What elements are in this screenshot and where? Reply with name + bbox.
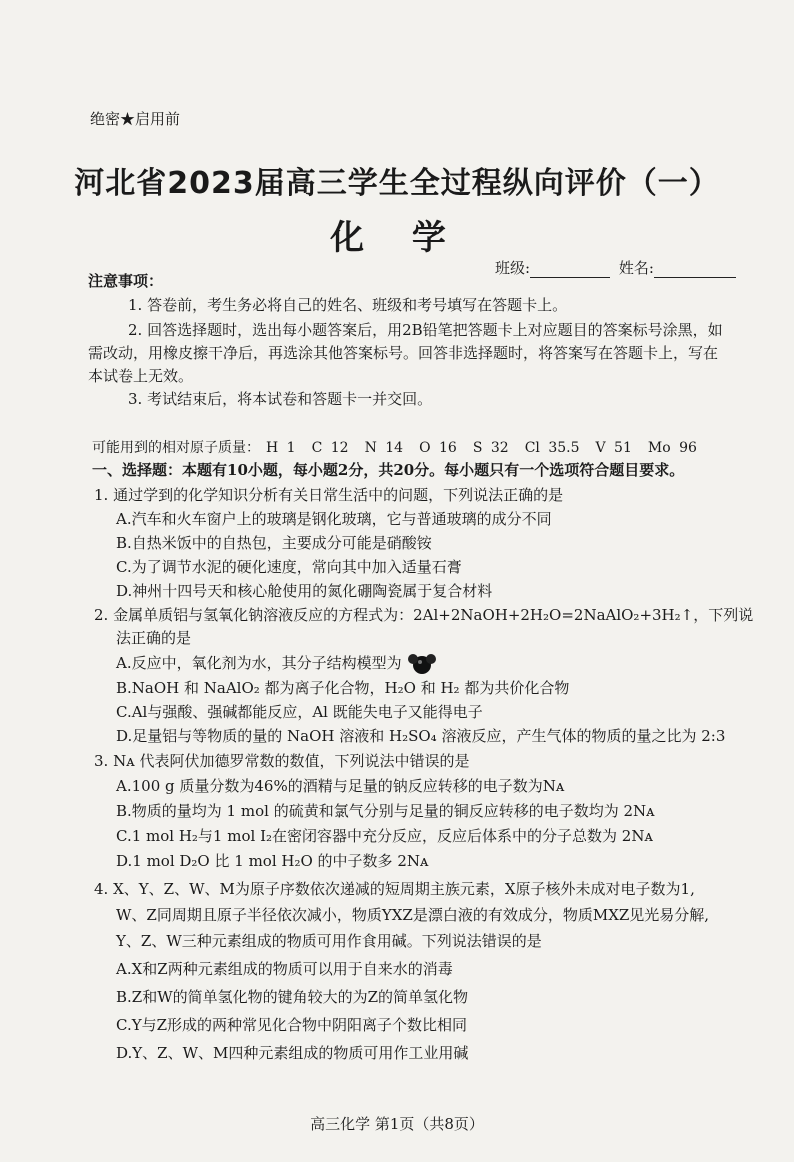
note-item-2: 2. 回答选择题时，选出每小题答案后，用2B铅笔把答题卡上对应题目的答案标号涂黑，如需改动，用橡皮擦干净后，再选涂其他答案标号。回答非选择题时，将答案写在答题卡上，写在本试卷上无效。 bbox=[88, 321, 723, 385]
confidential-label: 绝密★启用前 bbox=[90, 110, 181, 128]
q2-option-a bbox=[116, 652, 436, 676]
q2-equation: 2Al+2NaOH+2H₂O=2NaAlO₂+3H₂↑ bbox=[413, 606, 694, 624]
q1-option-a: A.汽车和火车窗户上的玻璃是钢化玻璃，它与普通玻璃的成分不同 bbox=[116, 510, 552, 528]
q4-option-d: D.Y、Z、W、M四种元素组成的物质可用作工业用碱 bbox=[116, 1044, 469, 1062]
q3-option-c: C.1 mol H₂与1 mol I₂在密闭容器中充分反应，反应后体系中的分子总数为 2Nᴀ bbox=[116, 827, 653, 845]
name-blank bbox=[654, 277, 736, 278]
q3-option-b: B.物质的量均为 1 mol 的硫黄和氯气分别与足量的铜反应转移的电子数均为 2Nᴀ bbox=[116, 802, 655, 820]
q2-stem-cont: 法正确的是 bbox=[116, 629, 192, 647]
q3-option-a: A.100 g 质量分数为46%的酒精与足量的钠反应转移的电子数为Nᴀ bbox=[116, 777, 565, 795]
mass-h: H 1 bbox=[266, 440, 296, 456]
name-label: 姓名: bbox=[618, 259, 654, 277]
mass-c: C 12 bbox=[311, 440, 349, 456]
q2-option-c: C.Al与强酸、强碱都能反应，Al 既能失电子又能得电子 bbox=[116, 703, 483, 721]
mass-o: O 16 bbox=[419, 440, 457, 456]
q1-stem: 1. 通过学到的化学知识分析有关日常生活中的问题，下列说法正确的是 bbox=[94, 486, 564, 504]
subject-title: 化 学 bbox=[330, 218, 464, 258]
q4-option-c: C.Y与Z形成的两种常见化合物中阴阳离子个数比相同 bbox=[116, 1016, 468, 1034]
mass-n: N 14 bbox=[364, 440, 404, 456]
section-heading: 一、选择题：本题有10小题，每小题2分，共20分。每小题只有一个选项符合题目要求。 bbox=[92, 461, 685, 479]
notes-heading: 注意事项： bbox=[88, 272, 164, 290]
mass-cl: Cl 35.5 bbox=[524, 440, 580, 456]
note-item-1: 1. 答卷前，考生务必将自己的姓名、班级和考号填写在答题卡上。 bbox=[128, 296, 568, 314]
atomic-mass-line bbox=[92, 437, 713, 457]
q1-option-d: D.神州十四号天和核心舱使用的氮化硼陶瓷属于复合材料 bbox=[116, 582, 493, 600]
exam-title: 河北省2023届高三学生全过程纵向评价（一） bbox=[74, 166, 720, 201]
water-molecule-model-icon bbox=[408, 652, 436, 676]
q4-stem-1: 4. X、Y、Z、W、M为原子序数依次递减的短周期主族元素，X原子核外未成对电子数为1, bbox=[94, 880, 695, 898]
class-label: 班级: bbox=[495, 259, 531, 277]
q3-option-d: D.1 mol D₂O 比 1 mol H₂O 的中子数多 2Nᴀ bbox=[116, 852, 429, 870]
q4-option-b: B.Z和W的简单氢化物的键角较大的为Z的简单氢化物 bbox=[116, 988, 469, 1006]
class-blank bbox=[530, 277, 610, 278]
q2-option-a-text: A.反应中，氧化剂为水，其分子结构模型为 bbox=[116, 654, 402, 672]
q1-option-b: B.自热米饭中的自热包，主要成分可能是硝酸铵 bbox=[116, 534, 432, 552]
q3-stem: 3. Nᴀ 代表阿伏加德罗常数的数值，下列说法中错误的是 bbox=[94, 752, 470, 770]
mass-mo: Mo 96 bbox=[647, 440, 697, 456]
q2-option-d: D.足量铝与等物质的量的 NaOH 溶液和 H₂SO₄ 溶液反应，产生气体的物质的量之比为 2:3 bbox=[116, 727, 726, 745]
q4-option-a: A.X和Z两种元素组成的物质可以用于自来水的消毒 bbox=[116, 960, 453, 978]
class-name-fields bbox=[495, 257, 736, 278]
q2-stem-a: 2. 金属单质铝与氢氧化钠溶液反应的方程式为： bbox=[94, 606, 414, 624]
q2-option-b: B.NaOH 和 NaAlO₂ 都为离子化合物，H₂O 和 H₂ 都为共价化合物 bbox=[116, 679, 570, 697]
page-footer: 高三化学 第1页（共8页） bbox=[310, 1115, 484, 1133]
q2-stem bbox=[94, 604, 753, 625]
q1-option-c: C.为了调节水泥的硬化速度，常向其中加入适量石膏 bbox=[116, 558, 462, 576]
q4-stem-3: Y、Z、W三种元素组成的物质可用作食用碱。下列说法错误的是 bbox=[116, 932, 542, 950]
note-item-3: 3. 考试结束后，将本试卷和答题卡一并交回。 bbox=[128, 390, 433, 408]
mass-v: V 51 bbox=[595, 440, 632, 456]
q2-stem-b: ，下列说 bbox=[693, 606, 754, 624]
atomic-mass-label: 可能用到的相对原子质量： bbox=[92, 440, 260, 456]
mass-s: S 32 bbox=[472, 440, 509, 456]
q4-stem-2: W、Z同周期且原子半径依次减小，物质YXZ是漂白液的有效成分，物质MXZ见光易分解, bbox=[116, 906, 710, 924]
